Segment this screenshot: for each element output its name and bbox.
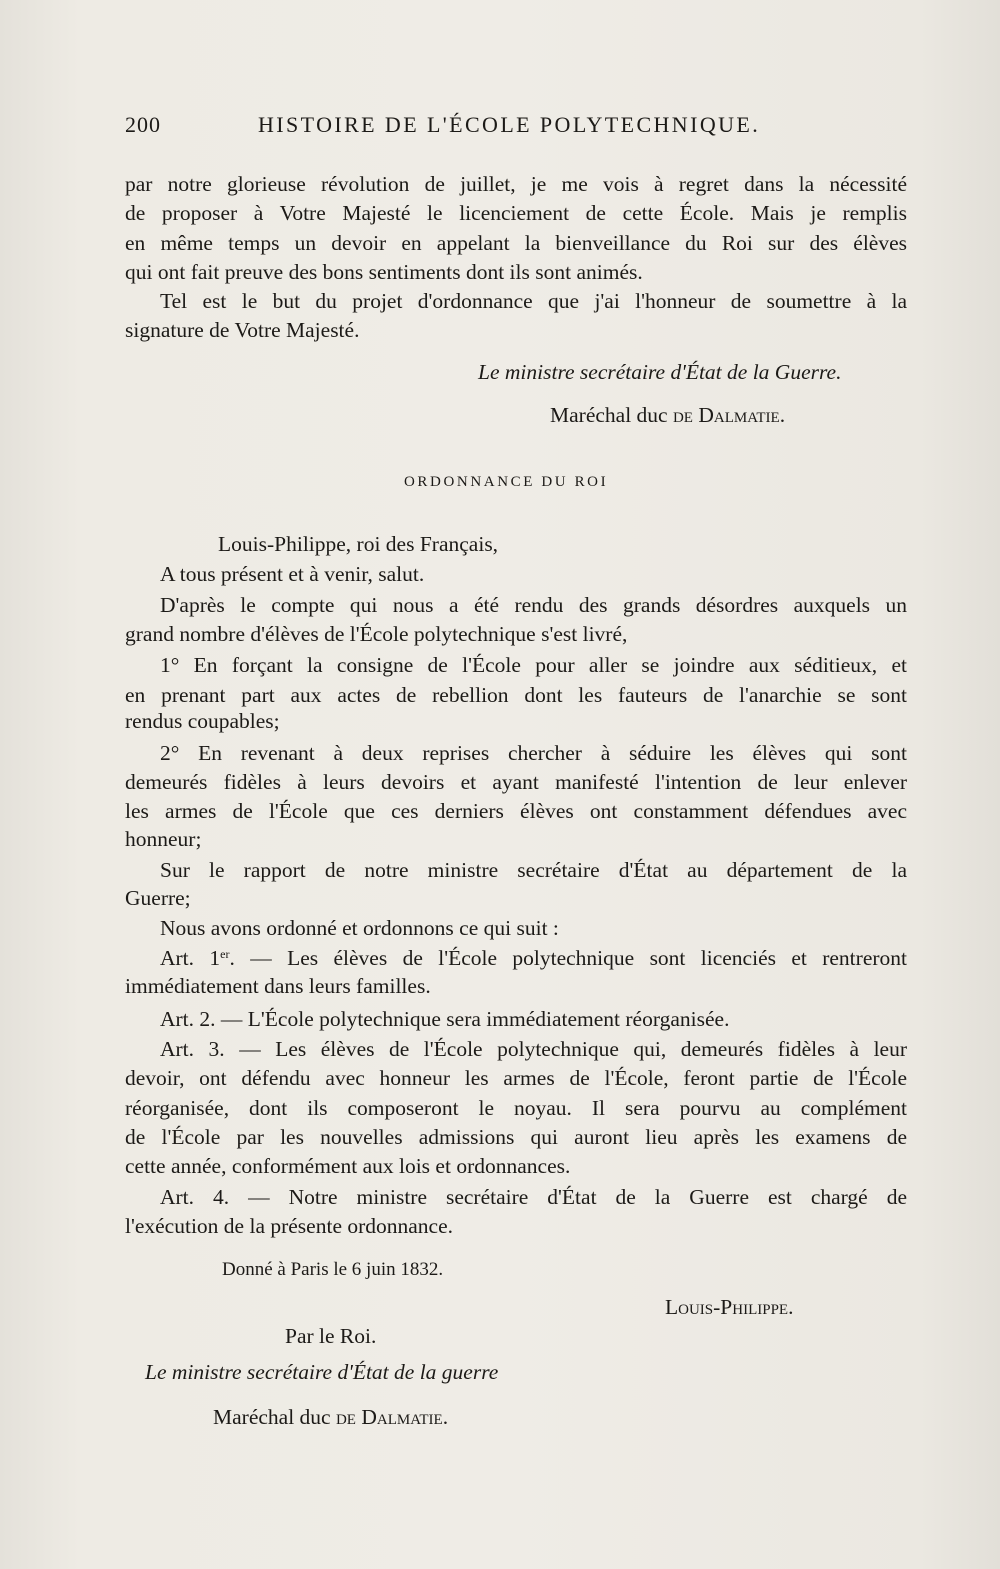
- text-line: Tel est le but du projet d'ordonnance que j'ai l'honneur de soumettre à la: [160, 289, 907, 313]
- text-line: Nous avons ordonné et ordonnons ce qui suit :: [160, 916, 559, 940]
- text-line: Sur le rapport de notre ministre secrétaire d'État au département de la: [160, 858, 907, 882]
- text-line: de l'École par les nouvelles admissions qui auront lieu après les examens de: [125, 1125, 907, 1149]
- text-line: Art. 4. — Notre ministre secrétaire d'État de la Guerre est chargé de: [160, 1185, 907, 1209]
- text-line: immédiatement dans leurs familles.: [125, 974, 431, 998]
- text-line: réorganisée, dont ils composeront le noyau. Il sera pourvu au complément: [125, 1096, 907, 1120]
- text-line: signature de Votre Majesté.: [125, 318, 360, 342]
- running-title: HISTOIRE DE L'ÉCOLE POLYTECHNIQUE.: [258, 112, 761, 137]
- text-line: 1° En forçant la consigne de l'École pour aller se joindre aux séditieux, et: [160, 653, 907, 677]
- text-line: D'après le compte qui nous a été rendu des grands désordres auxquels un: [160, 593, 907, 617]
- text-line: en prenant part aux actes de rebellion dont les fauteurs de l'anarchie se sont: [125, 683, 907, 707]
- text-line: honneur;: [125, 827, 202, 851]
- text-line: grand nombre d'élèves de l'École polytechnique s'est livré,: [125, 622, 628, 646]
- text-line: de proposer à Votre Majesté le licenciement de cette École. Mais je remplis: [125, 201, 907, 225]
- minister-title: Le ministre secrétaire d'État de la Guerre.: [478, 360, 842, 384]
- minister-title: Le ministre secrétaire d'État de la guerre: [145, 1360, 499, 1384]
- king-signature: Louis-Philippe.: [665, 1295, 794, 1319]
- text-line: Art. 3. — Les élèves de l'École polytechnique qui, demeurés fidèles à leur: [160, 1037, 907, 1061]
- text-line: en même temps un devoir en appelant la bienveillance du Roi sur des élèves: [125, 231, 907, 255]
- article-1-line: Art. 1er. — Les élèves de l'École polytechnique sont licenciés et rentreront: [160, 946, 907, 970]
- text-line: devoir, ont défendu avec honneur les armes de l'École, feront partie de l'École: [125, 1066, 907, 1090]
- text-line: l'exécution de la présente ordonnance.: [125, 1214, 454, 1238]
- text-line: Guerre;: [125, 886, 191, 910]
- by-king-line: Par le Roi.: [285, 1324, 377, 1348]
- text-line: les armes de l'École que ces derniers élèves ont constamment défendues avec: [125, 799, 907, 823]
- page-number: 200: [125, 112, 161, 137]
- date-line: Donné à Paris le 6 juin 1832.: [222, 1259, 444, 1280]
- minister-name: Maréchal duc de Dalmatie.: [550, 403, 786, 427]
- page-header: [125, 112, 915, 144]
- king-line: Louis-Philippe, roi des Français,: [218, 532, 499, 556]
- text-line: cette année, conformément aux lois et ordonnances.: [125, 1154, 571, 1178]
- text-line: qui ont fait preuve des bons sentiments dont ils sont animés.: [125, 260, 643, 284]
- ordinance-title: ORDONNANCE DU ROI: [404, 474, 609, 490]
- article-2-line: Art. 2. — L'École polytechnique sera immédiatement réorganisée.: [160, 1007, 730, 1031]
- salute-line: A tous présent et à venir, salut.: [160, 562, 425, 586]
- text-line: demeurés fidèles à leurs devoirs et ayant manifesté l'intention de leur enlever: [125, 770, 907, 794]
- minister-name: Maréchal duc de Dalmatie.: [213, 1405, 449, 1429]
- text-line: par notre glorieuse révolution de juillet, je me vois à regret dans la nécessité: [125, 172, 907, 196]
- text-line: rendus coupables;: [125, 709, 280, 733]
- text-line: 2° En revenant à deux reprises chercher à séduire les élèves qui sont: [160, 741, 907, 765]
